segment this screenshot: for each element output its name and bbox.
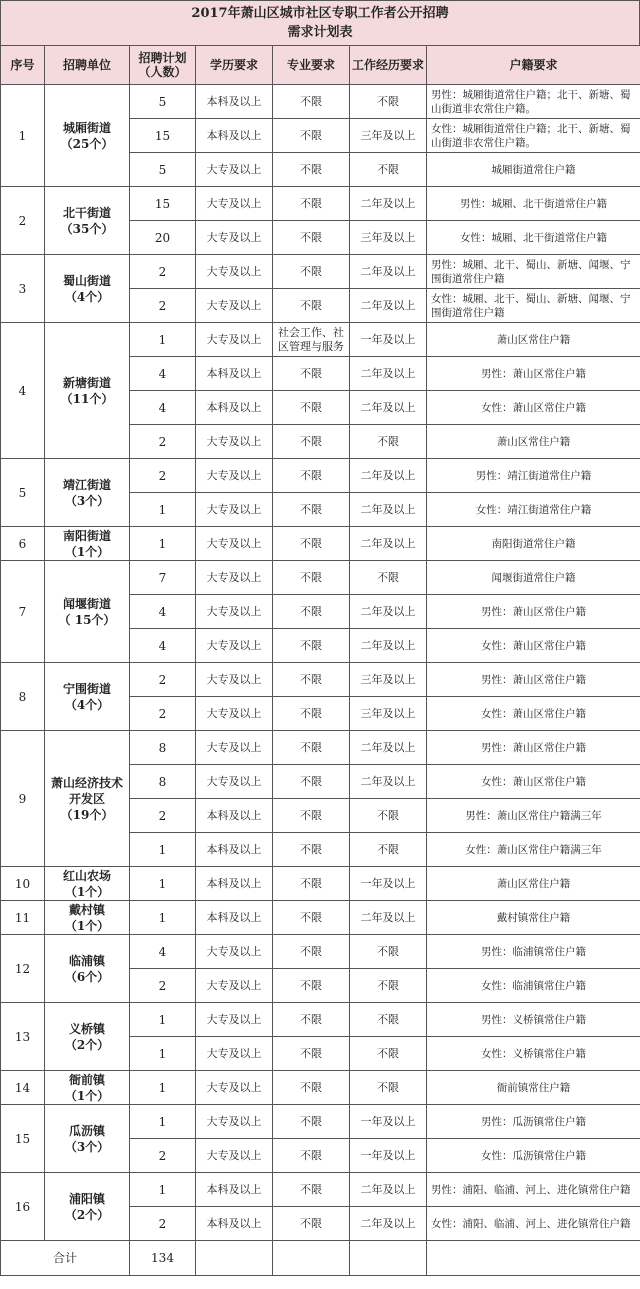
major-requirement: 不限 (273, 1207, 350, 1241)
unit-seq: 11 (1, 901, 45, 935)
experience-requirement: 二年及以上 (350, 357, 427, 391)
hukou-requirement: 女性：萧山区常住户籍 (427, 629, 640, 663)
experience-requirement: 不限 (350, 425, 427, 459)
experience-requirement: 二年及以上 (350, 595, 427, 629)
header-unit: 招聘单位 (45, 46, 130, 85)
major-requirement: 不限 (273, 595, 350, 629)
plan-count: 2 (130, 1207, 196, 1241)
major-requirement: 不限 (273, 1003, 350, 1037)
education-requirement: 大专及以上 (196, 255, 273, 289)
education-requirement: 本科及以上 (196, 1173, 273, 1207)
hukou-requirement: 萧山区常住户籍 (427, 323, 640, 357)
hukou-requirement: 女性：萧山区常住户籍 (427, 391, 640, 425)
unit-name: 宁围街道 (62, 681, 111, 696)
hukou-requirement: 男性：城厢、北干街道常住户籍 (427, 187, 640, 221)
plan-count: 4 (130, 357, 196, 391)
unit-name: 新塘街道 (62, 375, 111, 390)
education-requirement: 大专及以上 (196, 1071, 273, 1105)
unit-name: 浦阳镇 (68, 1191, 105, 1206)
education-requirement: 大专及以上 (196, 1105, 273, 1139)
unit-seq: 1 (1, 85, 45, 187)
total-empty-cell (350, 1241, 427, 1276)
unit-seq: 6 (1, 527, 45, 561)
plan-count: 1 (130, 493, 196, 527)
unit-count: （35个） (60, 221, 114, 236)
plan-count: 15 (130, 119, 196, 153)
unit-name: 萧山经济技术开发区 (50, 775, 123, 806)
experience-requirement: 不限 (350, 85, 427, 119)
unit-seq: 8 (1, 663, 45, 731)
education-requirement: 大专及以上 (196, 527, 273, 561)
major-requirement: 不限 (273, 731, 350, 765)
unit-name-cell (45, 561, 130, 663)
plan-count: 1 (130, 527, 196, 561)
unit-name-cell (45, 935, 130, 1003)
plan-count: 8 (130, 765, 196, 799)
unit-seq: 14 (1, 1071, 45, 1105)
hukou-requirement: 男性：城厢、北干、蜀山、新塘、闻堰、宁围街道常住户籍 (427, 255, 640, 289)
plan-count: 2 (130, 799, 196, 833)
unit-count: （6个） (64, 969, 110, 984)
plan-count: 1 (130, 901, 196, 935)
hukou-requirement: 女性：萧山区常住户籍 (427, 765, 640, 799)
unit-count: （2个） (64, 1037, 110, 1052)
major-requirement: 不限 (273, 867, 350, 901)
major-requirement: 不限 (273, 697, 350, 731)
major-requirement: 不限 (273, 935, 350, 969)
hukou-requirement: 女性：浦阳、临浦、河上、进化镇常住户籍 (427, 1207, 640, 1241)
hukou-requirement: 男性：瓜沥镇常住户籍 (427, 1105, 640, 1139)
education-requirement: 本科及以上 (196, 833, 273, 867)
experience-requirement: 二年及以上 (350, 1207, 427, 1241)
unit-name-cell (45, 459, 130, 527)
experience-requirement: 不限 (350, 561, 427, 595)
experience-requirement: 二年及以上 (350, 629, 427, 663)
hukou-requirement: 女性：城厢、北干、蜀山、新塘、闻堰、宁围街道常住户籍 (427, 289, 640, 323)
education-requirement: 本科及以上 (196, 85, 273, 119)
table-row (1, 187, 640, 221)
education-requirement: 本科及以上 (196, 357, 273, 391)
education-requirement: 大专及以上 (196, 323, 273, 357)
table-row (1, 935, 640, 969)
unit-name: 南阳街道 (62, 528, 111, 543)
experience-requirement: 一年及以上 (350, 323, 427, 357)
hukou-requirement: 南阳街道常住户籍 (427, 527, 640, 561)
education-requirement: 大专及以上 (196, 969, 273, 1003)
unit-seq: 15 (1, 1105, 45, 1173)
unit-name: 衙前镇 (68, 1072, 105, 1087)
hukou-requirement: 男性：萧山区常住户籍 (427, 595, 640, 629)
plan-count: 1 (130, 1003, 196, 1037)
major-requirement: 不限 (273, 425, 350, 459)
header-major: 专业要求 (273, 46, 350, 85)
plan-count: 2 (130, 1139, 196, 1173)
education-requirement: 大专及以上 (196, 493, 273, 527)
unit-seq: 16 (1, 1173, 45, 1241)
table-row (1, 731, 640, 765)
unit-name: 瓜沥镇 (68, 1123, 105, 1138)
hukou-requirement: 女性：临浦镇常住户籍 (427, 969, 640, 1003)
unit-seq: 5 (1, 459, 45, 527)
education-requirement: 大专及以上 (196, 1139, 273, 1173)
plan-count: 2 (130, 425, 196, 459)
plan-count: 5 (130, 85, 196, 119)
table-row (1, 459, 640, 493)
plan-count: 2 (130, 459, 196, 493)
hukou-requirement: 女性：城厢街道常住户籍；北干、新塘、蜀山街道非农常住户籍。 (427, 119, 640, 153)
major-requirement: 不限 (273, 1071, 350, 1105)
major-requirement: 不限 (273, 493, 350, 527)
unit-name: 城厢街道 (62, 120, 111, 135)
education-requirement: 大专及以上 (196, 935, 273, 969)
experience-requirement: 三年及以上 (350, 663, 427, 697)
major-requirement: 不限 (273, 561, 350, 595)
plan-count: 1 (130, 1071, 196, 1105)
major-requirement: 不限 (273, 1139, 350, 1173)
table-title (0, 0, 640, 45)
experience-requirement: 不限 (350, 969, 427, 1003)
table-row (1, 1173, 640, 1207)
unit-name-cell (45, 1173, 130, 1241)
major-requirement: 不限 (273, 799, 350, 833)
unit-count: （4个） (64, 697, 110, 712)
plan-count: 7 (130, 561, 196, 595)
total-empty-cell (273, 1241, 350, 1276)
unit-name-cell (45, 1105, 130, 1173)
header-plan: 招聘计划（人数） (130, 46, 196, 85)
hukou-requirement: 萧山区常住户籍 (427, 867, 640, 901)
unit-seq: 13 (1, 1003, 45, 1071)
major-requirement: 不限 (273, 357, 350, 391)
experience-requirement: 不限 (350, 1037, 427, 1071)
unit-count: （11个） (60, 391, 114, 406)
education-requirement: 大专及以上 (196, 697, 273, 731)
unit-name-cell (45, 1003, 130, 1071)
plan-count: 4 (130, 595, 196, 629)
experience-requirement: 二年及以上 (350, 731, 427, 765)
plan-count: 4 (130, 629, 196, 663)
total-label: 合计 (1, 1241, 130, 1276)
major-requirement: 不限 (273, 629, 350, 663)
experience-requirement: 二年及以上 (350, 187, 427, 221)
major-requirement: 不限 (273, 527, 350, 561)
total-empty-cell (196, 1241, 273, 1276)
major-requirement: 社会工作、社区管理与服务 (273, 323, 350, 357)
table-row (1, 1003, 640, 1037)
plan-count: 2 (130, 255, 196, 289)
hukou-requirement: 女性：萧山区常住户籍 (427, 697, 640, 731)
unit-seq: 4 (1, 323, 45, 459)
title-line-1: 2017年萧山区城市社区专职工作者公开招聘 (191, 6, 449, 21)
major-requirement: 不限 (273, 255, 350, 289)
hukou-requirement: 城厢街道常住户籍 (427, 153, 640, 187)
unit-name-cell (45, 731, 130, 867)
education-requirement: 大专及以上 (196, 425, 273, 459)
plan-count: 20 (130, 221, 196, 255)
table-body (1, 85, 640, 1241)
major-requirement: 不限 (273, 153, 350, 187)
plan-count: 1 (130, 1037, 196, 1071)
experience-requirement: 一年及以上 (350, 867, 427, 901)
unit-count: （3个） (64, 493, 110, 508)
experience-requirement: 二年及以上 (350, 255, 427, 289)
experience-requirement: 不限 (350, 1071, 427, 1105)
plan-count: 4 (130, 935, 196, 969)
hukou-requirement: 男性：城厢街道常住户籍；北干、新塘、蜀山街道非农常住户籍。 (427, 85, 640, 119)
education-requirement: 大专及以上 (196, 663, 273, 697)
table-row (1, 901, 640, 935)
major-requirement: 不限 (273, 833, 350, 867)
hukou-requirement: 男性：靖江街道常住户籍 (427, 459, 640, 493)
plan-count: 1 (130, 833, 196, 867)
hukou-requirement: 萧山区常住户籍 (427, 425, 640, 459)
hukou-requirement: 男性：义桥镇常住户籍 (427, 1003, 640, 1037)
experience-requirement: 三年及以上 (350, 697, 427, 731)
unit-count: （4个） (64, 289, 110, 304)
education-requirement: 大专及以上 (196, 561, 273, 595)
experience-requirement: 三年及以上 (350, 221, 427, 255)
major-requirement: 不限 (273, 901, 350, 935)
header-seq: 序号 (1, 46, 45, 85)
plan-count: 1 (130, 1173, 196, 1207)
unit-seq: 12 (1, 935, 45, 1003)
unit-name-cell (45, 527, 130, 561)
table-row (1, 1105, 640, 1139)
unit-name-cell (45, 323, 130, 459)
education-requirement: 大专及以上 (196, 459, 273, 493)
unit-name-cell (45, 187, 130, 255)
hukou-requirement: 闻堰街道常住户籍 (427, 561, 640, 595)
plan-count: 5 (130, 153, 196, 187)
unit-name-cell (45, 255, 130, 323)
experience-requirement: 二年及以上 (350, 459, 427, 493)
hukou-requirement: 男性：萧山区常住户籍 (427, 663, 640, 697)
header-exp: 工作经历要求 (350, 46, 427, 85)
unit-seq: 9 (1, 731, 45, 867)
education-requirement: 本科及以上 (196, 119, 273, 153)
unit-name: 戴村镇 (68, 902, 105, 917)
major-requirement: 不限 (273, 289, 350, 323)
plan-count: 2 (130, 697, 196, 731)
major-requirement: 不限 (273, 663, 350, 697)
experience-requirement: 不限 (350, 799, 427, 833)
unit-seq: 3 (1, 255, 45, 323)
unit-name: 临浦镇 (68, 953, 105, 968)
table-row (1, 1071, 640, 1105)
education-requirement: 大专及以上 (196, 1037, 273, 1071)
education-requirement: 本科及以上 (196, 1207, 273, 1241)
hukou-requirement: 衙前镇常住户籍 (427, 1071, 640, 1105)
unit-seq: 7 (1, 561, 45, 663)
header-edu: 学历要求 (196, 46, 273, 85)
experience-requirement: 二年及以上 (350, 901, 427, 935)
table-row (1, 323, 640, 357)
unit-name-cell (45, 901, 130, 935)
education-requirement: 大专及以上 (196, 629, 273, 663)
experience-requirement: 二年及以上 (350, 765, 427, 799)
major-requirement: 不限 (273, 765, 350, 799)
total-empty-cell (427, 1241, 640, 1276)
major-requirement: 不限 (273, 1037, 350, 1071)
major-requirement: 不限 (273, 391, 350, 425)
education-requirement: 本科及以上 (196, 867, 273, 901)
education-requirement: 本科及以上 (196, 391, 273, 425)
plan-count: 2 (130, 289, 196, 323)
education-requirement: 大专及以上 (196, 289, 273, 323)
education-requirement: 大专及以上 (196, 1003, 273, 1037)
hukou-requirement: 男性：萧山区常住户籍 (427, 731, 640, 765)
hukou-requirement: 男性：萧山区常住户籍 (427, 357, 640, 391)
plan-count: 1 (130, 867, 196, 901)
education-requirement: 大专及以上 (196, 221, 273, 255)
experience-requirement: 不限 (350, 935, 427, 969)
unit-count: （3个） (64, 1139, 110, 1154)
hukou-requirement: 男性：萧山区常住户籍满三年 (427, 799, 640, 833)
major-requirement: 不限 (273, 221, 350, 255)
hukou-requirement: 女性：靖江街道常住户籍 (427, 493, 640, 527)
experience-requirement: 二年及以上 (350, 391, 427, 425)
unit-name: 蜀山街道 (62, 273, 111, 288)
header-row (1, 46, 640, 85)
experience-requirement: 一年及以上 (350, 1139, 427, 1173)
experience-requirement: 不限 (350, 833, 427, 867)
unit-name: 北干街道 (62, 205, 111, 220)
unit-count: （ 15个） (58, 612, 116, 627)
experience-requirement: 二年及以上 (350, 493, 427, 527)
major-requirement: 不限 (273, 969, 350, 1003)
unit-count: （25个） (60, 136, 114, 151)
experience-requirement: 二年及以上 (350, 527, 427, 561)
hukou-requirement: 女性：城厢、北干街道常住户籍 (427, 221, 640, 255)
plan-count: 8 (130, 731, 196, 765)
hukou-requirement: 女性：瓜沥镇常住户籍 (427, 1139, 640, 1173)
hukou-requirement: 男性：临浦镇常住户籍 (427, 935, 640, 969)
unit-count: （1个） (64, 884, 110, 899)
hukou-requirement: 女性：义桥镇常住户籍 (427, 1037, 640, 1071)
unit-name-cell (45, 867, 130, 901)
experience-requirement: 一年及以上 (350, 1105, 427, 1139)
plan-count: 15 (130, 187, 196, 221)
table-row (1, 527, 640, 561)
unit-count: （1个） (64, 1088, 110, 1103)
education-requirement: 大专及以上 (196, 765, 273, 799)
unit-name: 义桥镇 (68, 1021, 105, 1036)
major-requirement: 不限 (273, 119, 350, 153)
title-line-2: 需求计划表 (287, 25, 353, 40)
experience-requirement: 不限 (350, 153, 427, 187)
total-value: 134 (130, 1241, 196, 1276)
unit-name-cell (45, 85, 130, 187)
experience-requirement: 不限 (350, 1003, 427, 1037)
hukou-requirement: 女性：萧山区常住户籍满三年 (427, 833, 640, 867)
education-requirement: 大专及以上 (196, 153, 273, 187)
unit-seq: 2 (1, 187, 45, 255)
major-requirement: 不限 (273, 1173, 350, 1207)
unit-count: （1个） (64, 544, 110, 559)
education-requirement: 本科及以上 (196, 901, 273, 935)
experience-requirement: 二年及以上 (350, 1173, 427, 1207)
unit-name: 红山农场 (62, 868, 111, 883)
hukou-requirement: 戴村镇常住户籍 (427, 901, 640, 935)
unit-name: 靖江街道 (62, 477, 111, 492)
unit-name-cell (45, 663, 130, 731)
plan-count: 1 (130, 1105, 196, 1139)
education-requirement: 大专及以上 (196, 731, 273, 765)
major-requirement: 不限 (273, 187, 350, 221)
header-hukou: 户籍要求 (427, 46, 640, 85)
table-row (1, 867, 640, 901)
unit-name: 闻堰街道 (62, 596, 111, 611)
unit-seq: 10 (1, 867, 45, 901)
recruitment-table (0, 45, 640, 1276)
total-row (1, 1241, 640, 1276)
table-row (1, 663, 640, 697)
education-requirement: 大专及以上 (196, 187, 273, 221)
experience-requirement: 二年及以上 (350, 289, 427, 323)
table-row (1, 85, 640, 119)
unit-count: （19个） (60, 807, 114, 822)
table-row (1, 561, 640, 595)
unit-name-cell (45, 1071, 130, 1105)
major-requirement: 不限 (273, 85, 350, 119)
major-requirement: 不限 (273, 459, 350, 493)
experience-requirement: 三年及以上 (350, 119, 427, 153)
plan-count: 4 (130, 391, 196, 425)
unit-count: （1个） (64, 918, 110, 933)
education-requirement: 本科及以上 (196, 799, 273, 833)
plan-count: 2 (130, 969, 196, 1003)
table-row (1, 255, 640, 289)
unit-count: （2个） (64, 1207, 110, 1222)
hukou-requirement: 男性：浦阳、临浦、河上、进化镇常住户籍 (427, 1173, 640, 1207)
major-requirement: 不限 (273, 1105, 350, 1139)
plan-count: 2 (130, 663, 196, 697)
education-requirement: 大专及以上 (196, 595, 273, 629)
plan-count: 1 (130, 323, 196, 357)
